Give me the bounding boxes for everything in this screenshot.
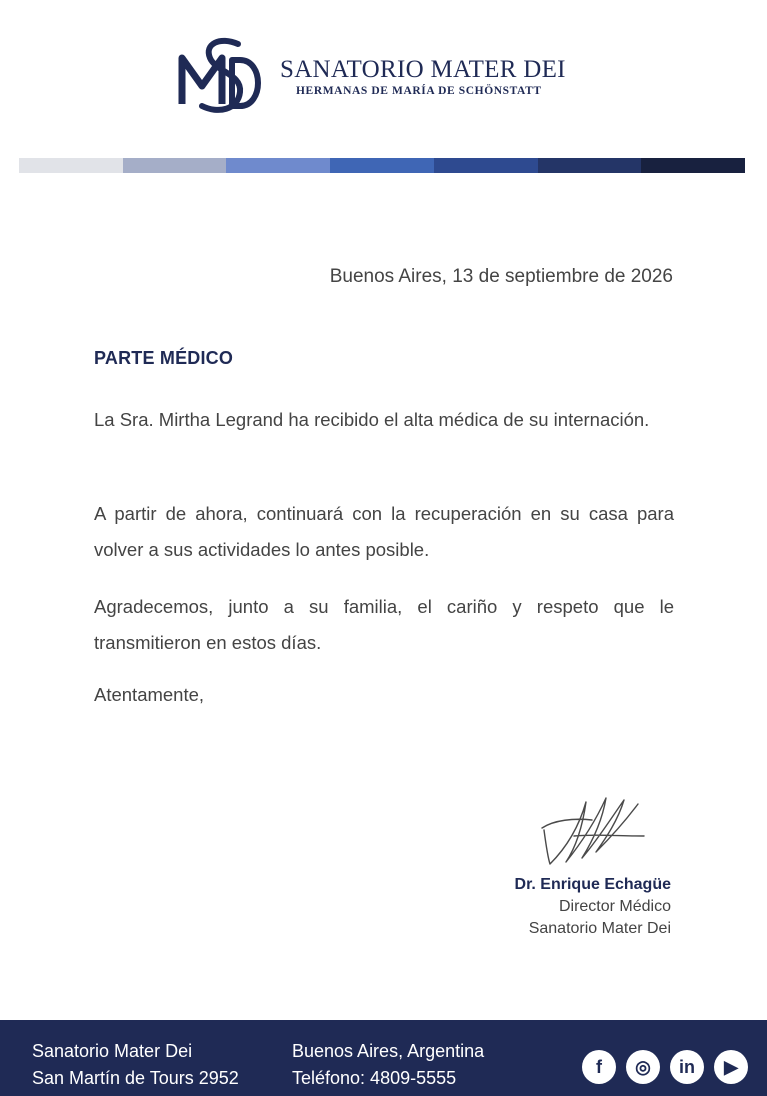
band-segment xyxy=(123,158,227,173)
band-segment xyxy=(226,158,330,173)
letterhead xyxy=(0,0,767,150)
signer-organization: Sanatorio Mater Dei xyxy=(528,920,671,937)
paragraph-thanks: Agradecemos, junto a su familia, el cariño y respeto que le transmitieron en estos días. xyxy=(94,596,674,653)
footer-street: San Martín de Tours 2952 xyxy=(32,1068,239,1088)
footer-contact xyxy=(292,1038,484,1092)
band-segment xyxy=(434,158,538,173)
closing-line: Atentamente, xyxy=(94,684,205,705)
linkedin-icon[interactable]: in xyxy=(670,1050,704,1084)
footer xyxy=(0,1020,767,1096)
paragraph-recovery: A partir de ahora, continuará con la recuperación en su casa para volver a sus actividades lo antes posible. xyxy=(94,503,674,560)
band-segment xyxy=(330,158,434,173)
handwritten-signature xyxy=(534,790,654,870)
facebook-icon[interactable]: f xyxy=(582,1050,616,1084)
signature-block xyxy=(515,874,671,940)
instagram-icon[interactable]: ◎ xyxy=(626,1050,660,1084)
brand-subtitle: HERMANAS DE MARÍA DE SCHÖNSTATT xyxy=(296,85,542,97)
footer-address xyxy=(32,1038,239,1092)
social-links xyxy=(582,1050,748,1084)
signer-role: Director Médico xyxy=(558,898,671,915)
letter-date: Buenos Aires, 13 de septiembre de 2026 xyxy=(329,266,673,287)
footer-org-name: Sanatorio Mater Dei xyxy=(32,1041,193,1061)
band-segment xyxy=(538,158,642,173)
youtube-icon[interactable]: ▶ xyxy=(714,1050,748,1084)
paragraph-discharge: La Sra. Mirtha Legrand ha recibido el alta médica de su internación. xyxy=(94,409,650,430)
footer-phone: Teléfono: 4809-5555 xyxy=(292,1068,457,1088)
footer-city: Buenos Aires, Argentina xyxy=(292,1041,485,1061)
signer-name: Dr. Enrique Echagüe xyxy=(514,876,671,893)
color-band xyxy=(19,158,745,173)
brand-name: SANATORIO MATER DEI xyxy=(280,56,566,83)
letter-title: PARTE MÉDICO xyxy=(94,348,234,368)
band-segment xyxy=(641,158,745,173)
band-segment xyxy=(19,158,123,173)
sanatorio-logo-icon xyxy=(176,30,268,122)
